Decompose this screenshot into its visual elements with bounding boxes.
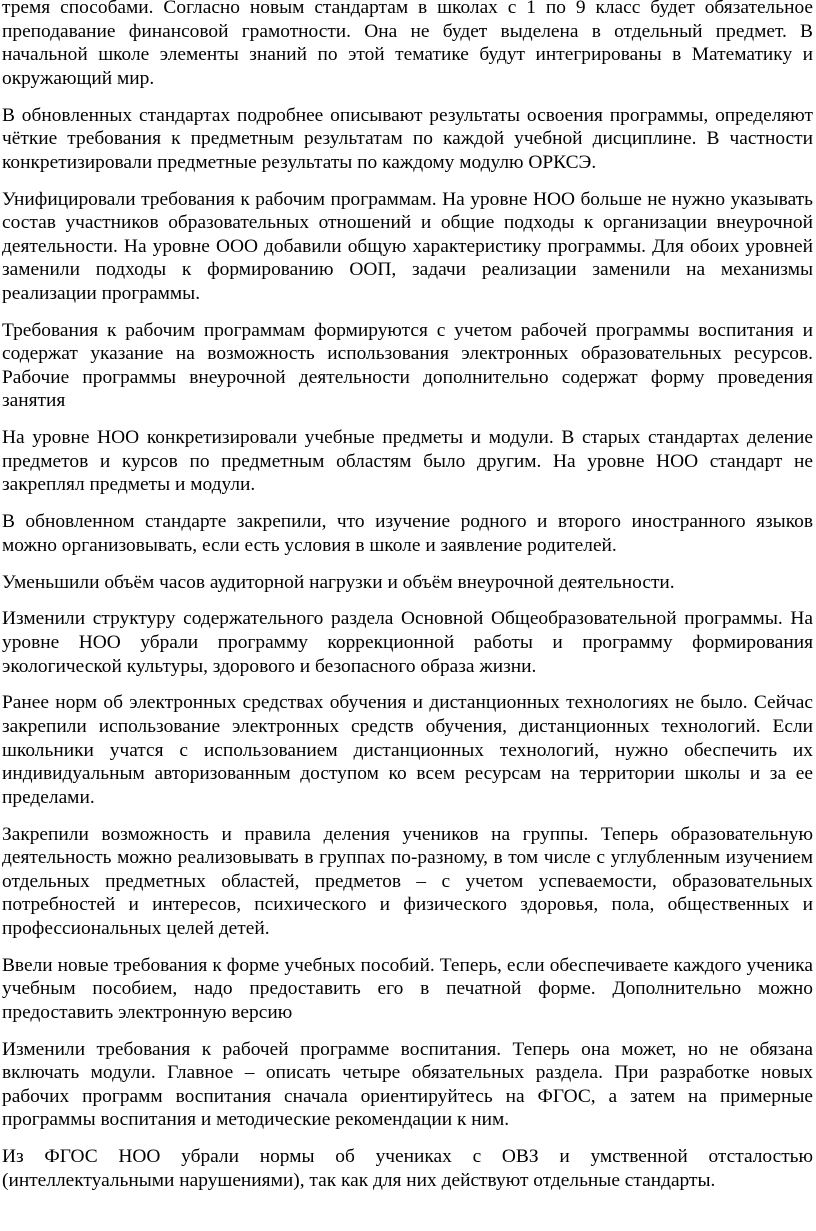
- paragraph-textbook-format: Ввели новые требования к форме учебных пособий. Теперь, если обеспечиваете каждого ученика учебным пособием, надо предоставить его в печатной форме. Дополнительно можно предоставить электронную версию: [2, 954, 813, 1023]
- paragraph-distance-learning: Ранее норм об электронных средствах обучения и дистанционных технологиях не было. Сейчас закрепили использование электронных средств обучения, дистанционных технологий. Если школьники учатся с использованием дистанционных технологий, нужно обеспечить их индивидуальным авторизованным доступом ко всем ресурсам на территории школы и за ее пределами.: [2, 692, 813, 808]
- paragraph-intro-financial-literacy: тремя способами. Согласно новым стандартам в школах с 1 по 9 класс будет обязательное преподавание финансовой грамотности. Она не будет выделена в отдельный предмет. В начальной школе элементы знаний по этой тематике будут интегрированы в Математику и окружающий мир.: [2, 0, 813, 89]
- paragraph-upbringing-program: Требования к рабочим программам формируются с учетом рабочей программы воспитания и содержат указание на возможность использования электронных образовательных ресурсов. Рабочие программы внеурочной деятельности дополнительно содержат форму проведения занятия: [2, 319, 813, 412]
- paragraph-program-results: В обновленных стандартах подробнее описывают результаты освоения программы, определяют чёткие требования к предметным результатам по каждой учебной дисциплине. В частности конкретизировали предметные результаты по каждому модулю ОРКСЭ.: [2, 104, 813, 173]
- paragraph-student-groups: Закрепили возможность и правила деления учеников на группы. Теперь образовательную деятельность можно реализовывать в группах по-разному, в том числе с углубленным изучением отдельных предметных областей, предметов – с учетом успеваемости, образовательных потребностей и интересов, психического и физического здоровья, пола, общественных и профессиональных целей детей.: [2, 823, 813, 939]
- paragraph-content-section-structure: Изменили структуру содержательного раздела Основной Общеобразовательной программы. На уровне НОО убрали программу коррекционной работы и программу формирования экологической культуры, здорового и безопасного образа жизни.: [2, 608, 813, 677]
- paragraph-work-program-requirements: Унифицировали требования к рабочим программам. На уровне НОО больше не нужно указывать состав участников образовательных отношений и общие подходы к организации внеурочной деятельности. На уровне ООО добавили общую характеристику программы. Для обоих уровней заменили подходы к формированию ООП, задачи реализации заменили на механизмы реализации программы.: [2, 188, 813, 304]
- paragraph-reduced-hours: Уменьшили объём часов аудиторной нагрузки и объём внеурочной деятельности.: [2, 571, 675, 593]
- paragraph-special-needs-standards: Из ФГОС НОО убрали нормы об учениках с ОВЗ и умственной отсталостью (интеллектуальными нарушениями), так как для них действуют отдельные стандарты.: [2, 1146, 813, 1191]
- paragraph-subjects-and-modules: На уровне НОО конкретизировали учебные предметы и модули. В старых стандартах деление предметов и курсов по предметным областям было другим. На уровне НОО стандарт не закреплял предметы и модули.: [2, 427, 813, 496]
- paragraph-upbringing-modules: Изменили требования к рабочей программе воспитания. Теперь она может, но не обязана включать модули. Главное – описать четыре обязательных раздела. При разработке новых рабочих программ воспитания сначала ориентируйтесь на ФГОС, а затем на примерные программы воспитания и методические рекомендации к ним.: [2, 1038, 813, 1131]
- paragraph-native-foreign-languages: В обновленном стандарте закрепили, что изучение родного и второго иностранного языков можно организовывать, если есть условия в школе и заявление родителей.: [2, 511, 813, 556]
